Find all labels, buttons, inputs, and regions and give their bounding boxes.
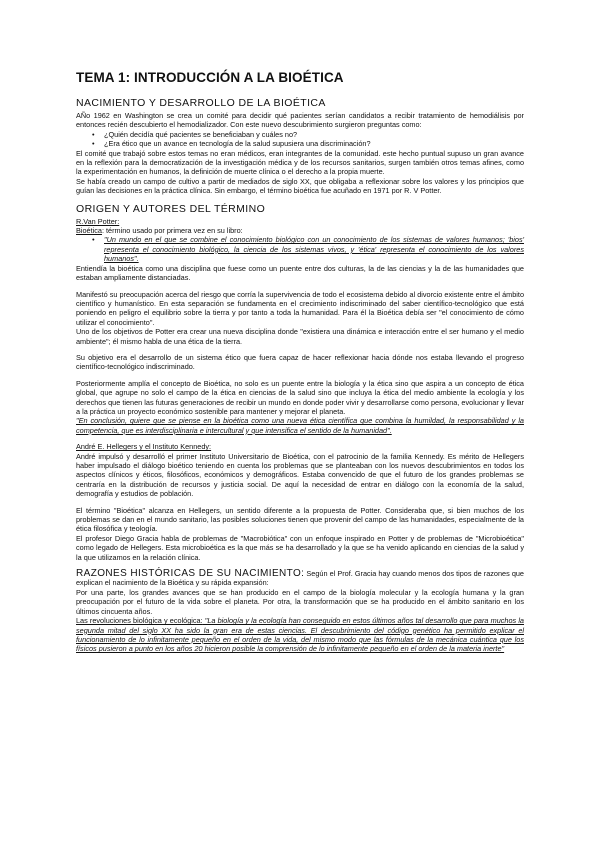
paragraph: El comité que trabajó sobre estos temas no eran médicos, eran integrantes de la comunidad. este hecho puntual supuso un gran avance en la reflexión para la democratización de la investigación médica y de los recursos sanitarios, surgen también otros temas afines, como la experimentación en humanos, la definición de muerte clínica o el derecho a la propia muerte. bbox=[76, 148, 524, 177]
paragraph: Por una parte, los grandes avances que se han producido en el campo de la biología molecular y la ecología humana y la gran preocupación por el futuro de la vida sobre el planeta. Por otra, la transformación que se ha producido en el ámbito sanitario en los últimos cincuenta años. bbox=[76, 587, 524, 616]
paragraph: El término "Bioética" alcanza en Hellegers, un sentido diferente a la propuesta de Potter. Consideraba que, si bien muchos de los problemas se dan en el mundo sanitario, las posibles soluciones tienen que provenir del campo de las humanidades, especialmente de la ética filosófica y teología. bbox=[76, 505, 524, 534]
document-title: TEMA 1: INTRODUCCIÓN A LA BIOÉTICA bbox=[76, 70, 344, 85]
conclusion-quote: "En conclusión, quiere que se piense en la bioética como una nueva ética científica que combina la humildad, la responsabilidad y la competencia, que es interdisciplinaria e intercultural y que intensifica el sentido de la humanidad". bbox=[76, 416, 524, 435]
quote-list bbox=[76, 235, 524, 263]
question-list bbox=[76, 130, 524, 149]
paragraph: Entiendía la bioética como una disciplina que fuese como un puente entre dos culturas, la de las ciencias y la de las humanidades que estaban ampliamente distanciadas. bbox=[76, 263, 524, 283]
paragraph: AÑo 1962 en Washington se crea un comité para decidir qué pacientes serían candidatos a recibir tratamiento de hemodiálisis por entonces recién descubierto el hemodializador. Con este nuevo descubrimiento surgieron preguntas como: bbox=[76, 111, 524, 130]
paragraph: El profesor Diego Gracia habla de problemas de "Macrobiótica" con un enfoque inspirado en Potter y de problemas de "Microbioética" como legado de Hellegers. Esta microbioética es la que más se ha desarrollado y la que se ha venido aplicando en ciencias de la salud y la que utilizamos en la relación clínica. bbox=[76, 533, 524, 562]
revoluciones-quote: "La biología y la ecología han conseguido en estos últimos años tal desarrollo que para muchos la segunda mitad del siglo XX ha sido la gran era de estas ciencias. El descubrimiento del código genético ha permitido explicar el funcionamiento de lo infinitamente pequeño en el orden de la vida, del mismo modo que las fórmulas de la mecánica cuántica que los físicos pusieron a punto en los años 20 hicieron posible la comprensión de lo infinitamente pequeño en el orden de la materia inerte" bbox=[76, 616, 524, 654]
paragraph: Manifestó su preocupación acerca del riesgo que corría la supervivencia de todo el ecosistema debido al divorcio existente entre el ámbito científico y humanístico. En esta separación se fundamenta en el crecimiento indiscriminado del saber científico-tecnológico que está poniendo en peligro el equilibrio sobre la tierra y por tanto a toda la humanidad. Para él la Bioética debía ser "el conocimiento de cómo utilizar el conocimiento". bbox=[76, 289, 524, 327]
paragraph: Se había creado un campo de cultivo a partir de mediados de siglo XX, que obligaba a reflexionar sobre los valores y los principios que guían las decisiones en la práctica clínica. Sin embargo, el término bioética fue acuñado en 1971 por R. V Potter. bbox=[76, 176, 524, 196]
potter-quote: • "Un mundo en el que se combine el conocimiento biológico con un conocimiento de los sistemas de valores humanos; 'bios' representa el conocimiento biológico, la ciencia de los sistemas vivos, y 'ética' representa el conocimiento de los valores humanos". bbox=[104, 235, 524, 263]
bioetica-definition bbox=[76, 226, 524, 235]
revoluciones-label: Las revoluciones biológica y ecológica: bbox=[76, 616, 203, 626]
paragraph: Uno de los objetivos de Potter era crear una nueva disciplina donde "existiera una dinámica e interacción entre el ser humano y el medio ambiente"; él mismo habla de una ética de la tierra. bbox=[76, 327, 524, 346]
razones-intro: Según el Prof. Gracia hay cuando menos dos tipos de razones que explican el nacimiento de la Bioética y su rápida expansión: bbox=[76, 569, 524, 588]
author-heading-potter: R.Van Potter: bbox=[76, 216, 120, 226]
paragraph: Su objetivo era el desarrollo de un sistema ético que fuera capaz de hacer reflexionar hacia dónde nos estaba llevando el progreso científico-tecnológico indiscriminado. bbox=[76, 352, 524, 372]
term-label: Bioética bbox=[76, 226, 102, 236]
section-heading-nacimiento: NACIMIENTO Y DESARROLLO DE LA BIOÉTICA bbox=[76, 97, 326, 109]
revoluciones-paragraph bbox=[76, 616, 524, 654]
paragraph: André impulsó y desarrolló el primer Instituto Universitario de Bioética, con el patrocinio de la familia Kennedy. Es mérito de Hellegers haber impulsado el diálogo bioético teniendo en cuenta los problemas que se planteaban con los nuevos descubrimientos en todos los aspectos clínicos y éticos, filosóficos, económicos y demográficos. Estaba convencido de que el futuro de los grandes problemas se centraría en la distribución de recursos y justicia social. De aquí la necesidad de entrar en diálogo con la economía de la salud, demografía y estudios de población. bbox=[76, 451, 524, 499]
author-heading-hellegers: André E. Hellegers y el Instituto Kennedy: bbox=[76, 442, 212, 452]
list-item: • ¿Quién decidía qué pacientes se beneficiaban y cuáles no? bbox=[104, 130, 524, 139]
section-heading-razones: RAZONES HISTÓRICAS DE SU NACIMIENTO: bbox=[76, 568, 305, 580]
section-razones bbox=[76, 569, 524, 588]
section-heading-origen: ORIGEN Y AUTORES DEL TÉRMINO bbox=[76, 202, 266, 215]
term-text: : término usado por primera vez en su libro: bbox=[101, 226, 243, 236]
list-item: • ¿Era ético que un avance en tecnología de la salud supusiera una discriminación? bbox=[104, 139, 524, 148]
paragraph: Posteriormente amplía el concepto de Bioética, no solo es un puente entre la biología y la ética sino que aspira a un concepto de ética global, que agrupe no solo el campo de la ética en ciencias de la salud sino que incluya la ética del medio ambiente la ecología y los derechos que tienen las futuras generaciones de recibir un mundo en donde poder vivir y desarrollarse como persona, evolucionar y llevar a la práctica un proyecto económico sostenible para mantener y mejorar el planeta. bbox=[76, 378, 524, 416]
